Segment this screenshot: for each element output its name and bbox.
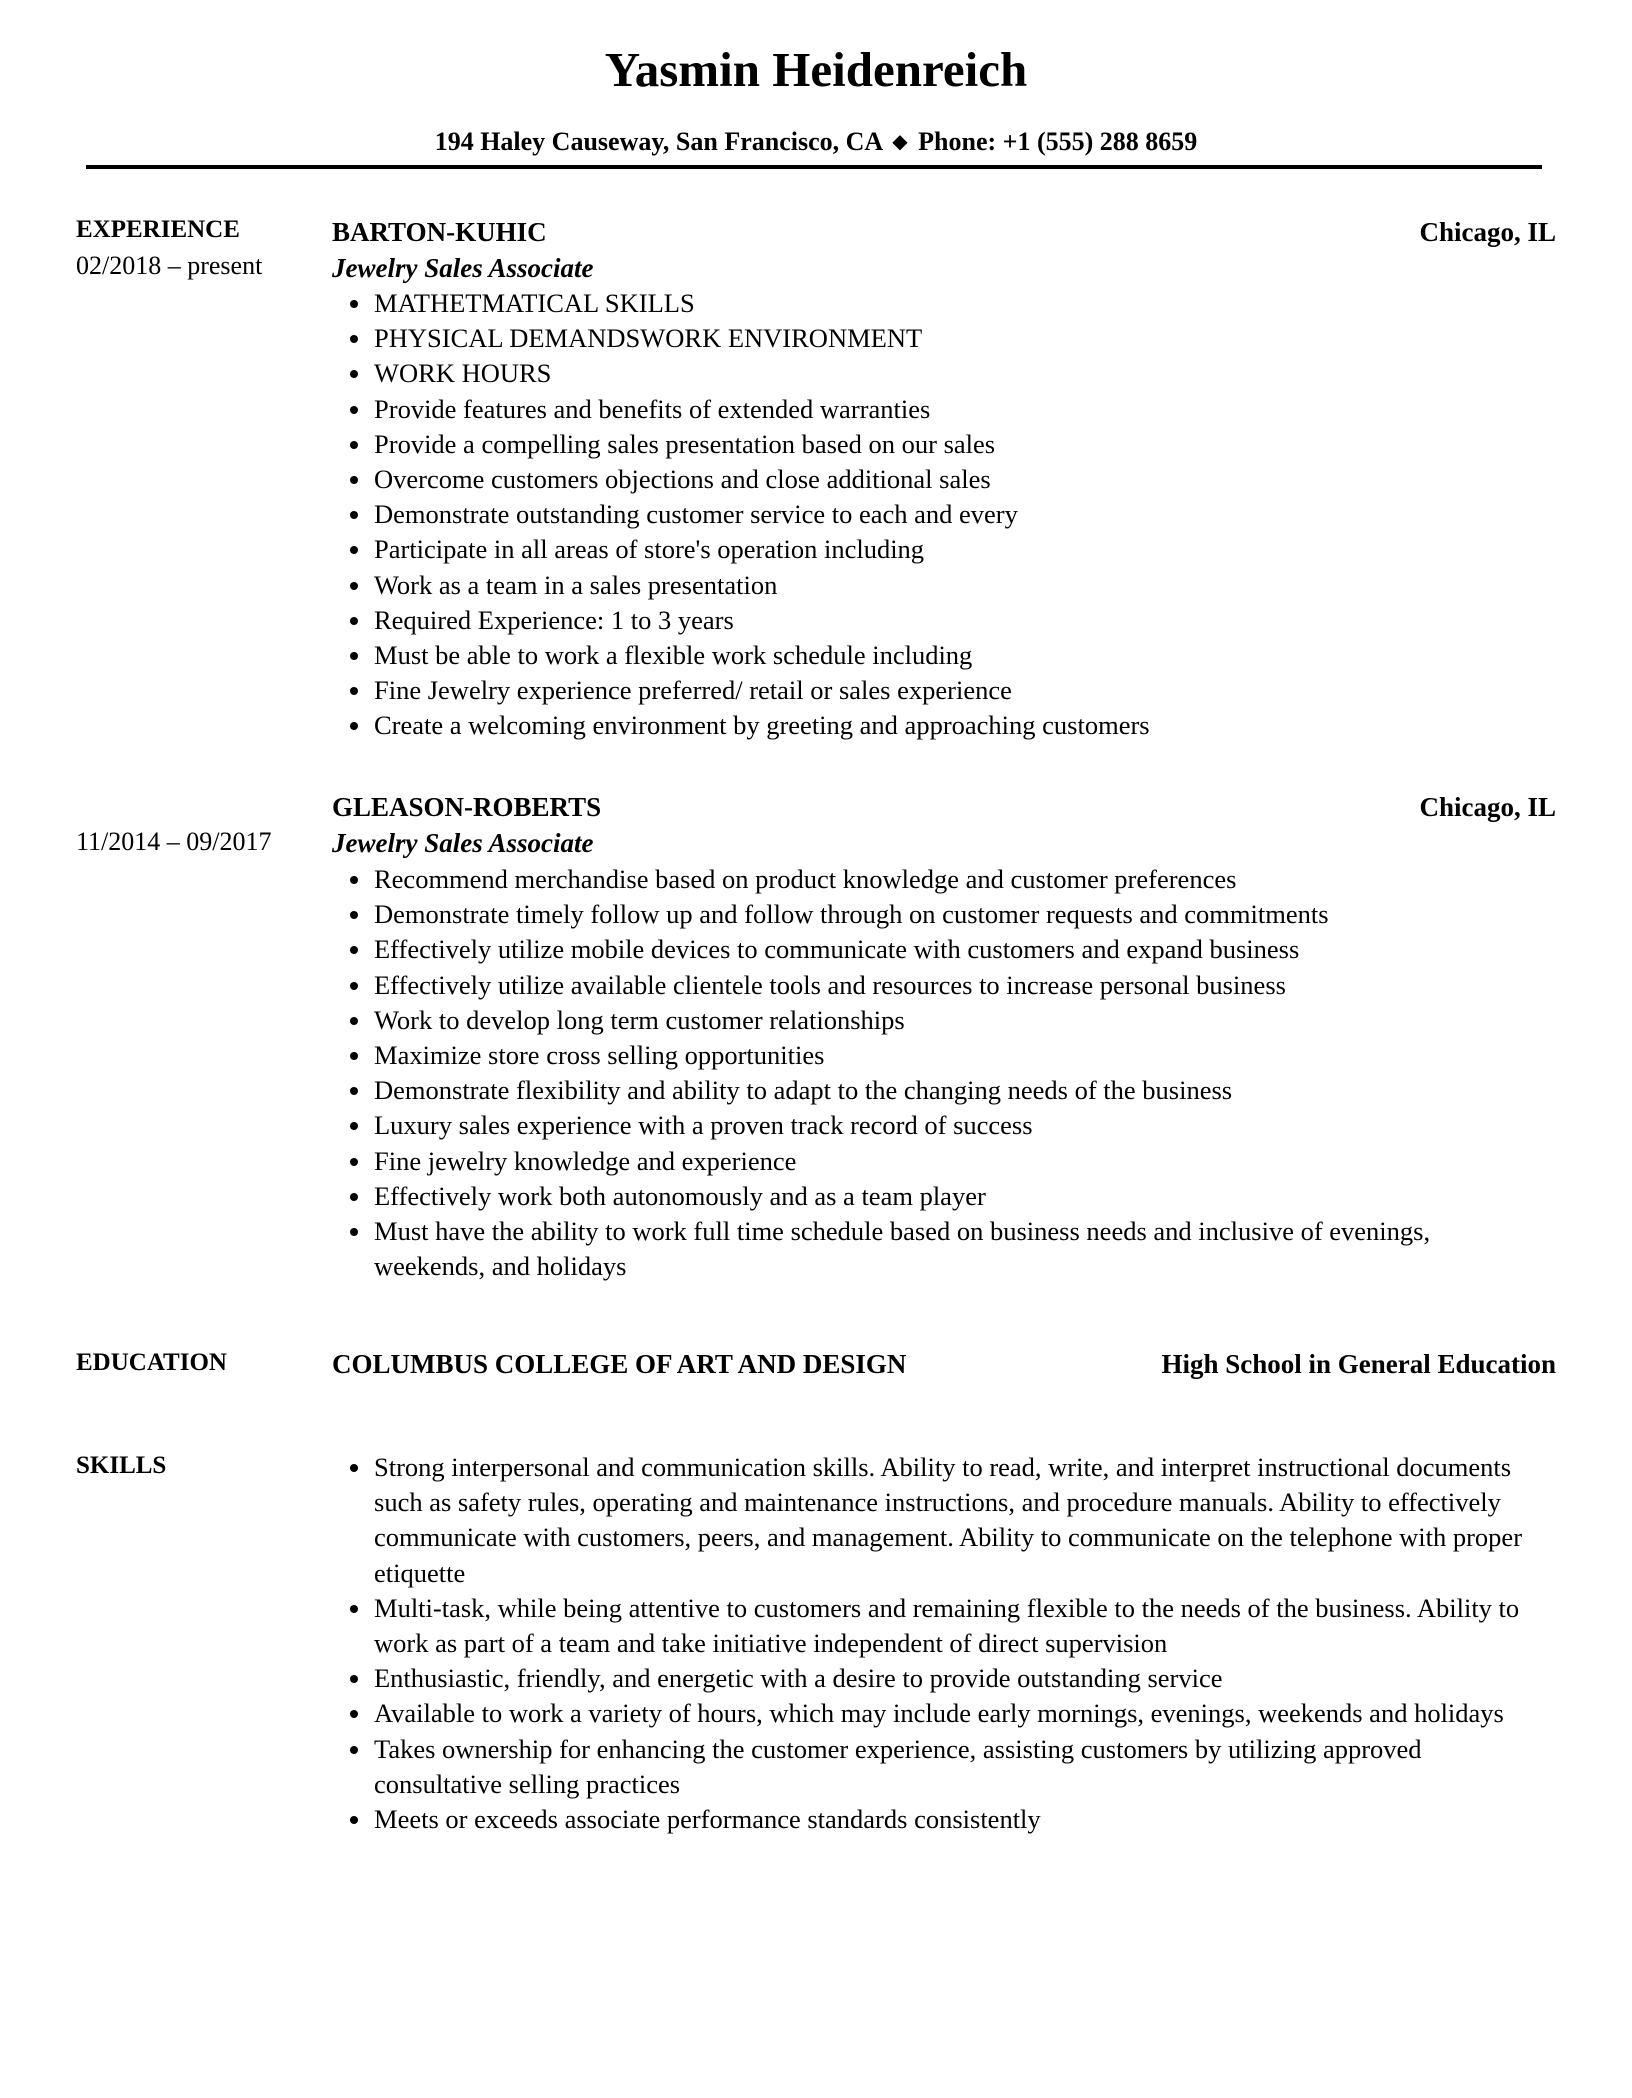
bullet-item: Work as a team in a sales presentation — [332, 568, 1532, 603]
bullet-item: Demonstrate outstanding customer service to each and every — [332, 497, 1532, 532]
job-bullets — [332, 862, 1532, 1284]
education-heading: EDUCATION — [76, 1349, 227, 1376]
bullet-item: Multi-task, while being attentive to customers and remaining flexible to the needs of the business. Ability to work as part of a team and take initiative independent of direct supervision — [332, 1591, 1532, 1661]
bullet-item: Participate in all areas of store's operation including — [332, 532, 1532, 567]
bullet-item: Required Experience: 1 to 3 years — [332, 603, 1532, 638]
job-bullets — [332, 286, 1532, 744]
bullet-item: MATHETMATICAL SKILLS — [332, 286, 1532, 321]
bullet-item: Overcome customers objections and close additional sales — [332, 462, 1532, 497]
bullet-item: Available to work a variety of hours, which may include early mornings, evenings, weekends and holidays — [332, 1696, 1532, 1731]
bullet-item: Recommend merchandise based on product knowledge and customer preferences — [332, 862, 1532, 897]
bullet-item: Luxury sales experience with a proven track record of success — [332, 1108, 1532, 1143]
bullet-item: Demonstrate timely follow up and follow through on customer requests and commitments — [332, 897, 1532, 932]
bullet-item: Meets or exceeds associate performance standards consistently — [332, 1802, 1532, 1837]
bullet-item: Effectively work both autonomously and as a team player — [332, 1179, 1532, 1214]
address: 194 Haley Causeway, San Francisco, CA — [434, 127, 882, 156]
bullet-item: PHYSICAL DEMANDSWORK ENVIRONMENT — [332, 321, 1532, 356]
job-company: BARTON-KUHIC — [332, 217, 547, 247]
bullet-item: Effectively utilize available clientele tools and resources to increase personal business — [332, 968, 1532, 1003]
skills-heading: SKILLS — [76, 1452, 167, 1479]
bullet-item: WORK HOURS — [332, 356, 1532, 391]
education-degree: High School in General Education — [1161, 1349, 1556, 1379]
job-location: Chicago, IL — [1419, 792, 1556, 822]
contact-line — [0, 126, 1632, 160]
bullet-item: Enthusiastic, friendly, and energetic with a desire to provide outstanding service — [332, 1661, 1532, 1696]
diamond-separator-icon: ◆ — [892, 131, 908, 153]
bullet-item: Strong interpersonal and communication skills. Ability to read, write, and interpret instructional documents such as safety rules, operating and maintenance instructions, and procedure manuals. Ability to effectively communicate with customers, peers, and management. Ability to communicate on the telephone with proper etiquette — [332, 1450, 1532, 1591]
bullet-item: Work to develop long term customer relationships — [332, 1003, 1532, 1038]
bullet-item: Provide features and benefits of extended warranties — [332, 392, 1532, 427]
bullet-item: Demonstrate flexibility and ability to adapt to the changing needs of the business — [332, 1073, 1532, 1108]
bullet-item: Fine jewelry knowledge and experience — [332, 1144, 1532, 1179]
bullet-item: Provide a compelling sales presentation based on our sales — [332, 427, 1532, 462]
candidate-name: Yasmin Heidenreich — [604, 42, 1028, 97]
job-dates: 02/2018 – present — [76, 251, 263, 280]
skills-bullets — [332, 1450, 1532, 1837]
job-dates: 11/2014 – 09/2017 — [76, 827, 272, 856]
bullet-item: Maximize store cross selling opportunities — [332, 1038, 1532, 1073]
bullet-item: Create a welcoming environment by greeting and approaching customers — [332, 708, 1532, 743]
bullet-item: Effectively utilize mobile devices to communicate with customers and expand business — [332, 932, 1532, 967]
job-location: Chicago, IL — [1419, 217, 1556, 247]
bullet-item: Fine Jewelry experience preferred/ retail or sales experience — [332, 673, 1532, 708]
job-title: Jewelry Sales Associate — [332, 253, 594, 283]
header-divider — [86, 165, 1542, 169]
experience-heading: EXPERIENCE — [76, 216, 240, 243]
education-school: COLUMBUS COLLEGE OF ART AND DESIGN — [332, 1349, 907, 1379]
bullet-item: Takes ownership for enhancing the customer experience, assisting customers by utilizing approved consultative selling practices — [332, 1732, 1532, 1802]
job-company: GLEASON-ROBERTS — [332, 792, 602, 822]
bullet-item: Must have the ability to work full time schedule based on business needs and inclusive of evenings, weekends, and holidays — [332, 1214, 1532, 1284]
phone: Phone: +1 (555) 288 8659 — [918, 127, 1198, 156]
job-title: Jewelry Sales Associate — [332, 828, 594, 858]
bullet-item: Must be able to work a flexible work schedule including — [332, 638, 1532, 673]
